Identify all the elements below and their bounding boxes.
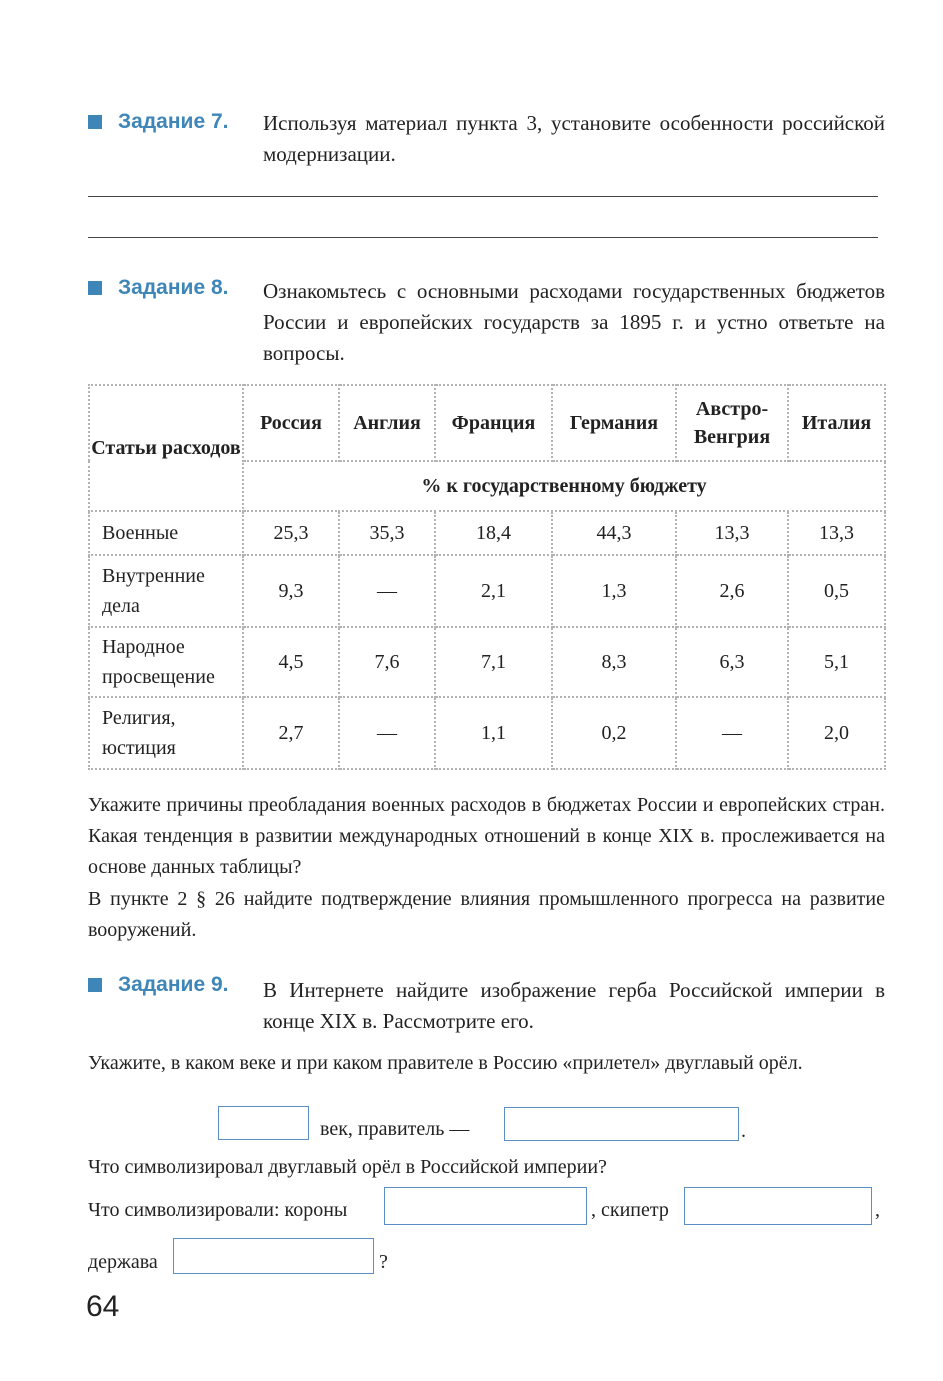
table-cell: 4,5 [243, 627, 339, 697]
answer-line-1[interactable] [88, 196, 878, 197]
task8-text: Ознакомьтесь с основными расходами государственных бюджетов России и европейских государств за 1895 г. и устно ответьте на вопросы. [263, 279, 885, 365]
row-label: Внутренние дела [89, 555, 243, 627]
table-cell: 2,6 [676, 555, 788, 627]
table-cell: — [676, 697, 788, 769]
symbols-prefix-text: Что символизировали: короны [88, 1199, 348, 1221]
table-cell: 18,4 [435, 511, 552, 555]
period-text: . [741, 1120, 746, 1142]
century-input-box[interactable] [218, 1106, 309, 1140]
table-cell: 44,3 [552, 511, 676, 555]
task9-label: Задание 9. [118, 973, 229, 996]
table-cell: 1,1 [435, 697, 552, 769]
column-header: Австро-Венгрия [676, 385, 788, 461]
task7-text: Используя материал пункта 3, установите особенности российской модернизации. [263, 111, 885, 166]
row-label: Народное просвещение [89, 627, 243, 697]
table-row [89, 697, 885, 769]
scepter-input-box[interactable] [684, 1187, 872, 1225]
task9-header [88, 973, 228, 997]
orb-label: держава [88, 1251, 158, 1273]
column-header: Англия [339, 385, 435, 461]
column-header: Франция [435, 385, 552, 461]
table-cell: — [339, 555, 435, 627]
scepter-label: , скипетр [591, 1199, 669, 1221]
ruler-input-box[interactable] [504, 1107, 739, 1141]
table-cell: 35,3 [339, 511, 435, 555]
table-cell: 0,2 [552, 697, 676, 769]
table-cell: 13,3 [788, 511, 885, 555]
table-cell: 9,3 [243, 555, 339, 627]
comma-text: , [875, 1199, 880, 1221]
table-cell: 2,0 [788, 697, 885, 769]
budget-table [88, 384, 886, 770]
task-marker-icon [88, 978, 102, 992]
table-row [89, 627, 885, 697]
table-row [89, 511, 885, 555]
table-cell: 8,3 [552, 627, 676, 697]
table-cell: 2,1 [435, 555, 552, 627]
row-label: Религия, юстиция [89, 697, 243, 769]
table-cell: 25,3 [243, 511, 339, 555]
task9-question-2: Что символизировал двуглавый орёл в Российской империи? [88, 1156, 607, 1178]
row-label: Военные [89, 511, 243, 555]
column-header: Россия [243, 385, 339, 461]
orb-input-box[interactable] [173, 1238, 374, 1274]
task9-text: В Интернете найдите изображение герба Российской империи в конце XIX в. Рассмотрите его. [263, 978, 885, 1033]
table-row [89, 555, 885, 627]
table-cell: 7,1 [435, 627, 552, 697]
table-cell: 13,3 [676, 511, 788, 555]
row-header-cell: Статьи расходов [89, 385, 243, 511]
task7-label: Задание 7. [118, 110, 229, 133]
unit-label: % к государственному бюджету [243, 461, 885, 511]
table-cell: 0,5 [788, 555, 885, 627]
century-suffix-text: век, правитель — [320, 1118, 470, 1140]
page-number: 64 [86, 1290, 120, 1323]
task8-question-2: В пункте 2 § 26 найдите подтверждение влияния промышленного прогресса на развитие вооружений. [88, 888, 885, 941]
question-mark-text: ? [379, 1251, 388, 1273]
task9-question-1: Укажите, в каком веке и при каком правителе в Россию «прилетел» двуглавый орёл. [88, 1052, 803, 1074]
table-cell: 2,7 [243, 697, 339, 769]
crowns-input-box[interactable] [384, 1187, 587, 1225]
table-cell: 5,1 [788, 627, 885, 697]
task8-question-1: Укажите причины преобладания военных расходов в бюджетах России и европейских стран. Какая тенденция в развитии международных отношений в конце XIX в. прослеживается на основе данных таблицы? [88, 794, 885, 878]
table-cell: 1,3 [552, 555, 676, 627]
answer-line-2[interactable] [88, 237, 878, 238]
task8-header [88, 276, 228, 300]
table-cell: 7,6 [339, 627, 435, 697]
column-header: Италия [788, 385, 885, 461]
table-cell: 6,3 [676, 627, 788, 697]
column-header: Германия [552, 385, 676, 461]
task-marker-icon [88, 281, 102, 295]
task7-header [88, 110, 228, 134]
task8-label: Задание 8. [118, 276, 229, 299]
task-marker-icon [88, 115, 102, 129]
table-cell: — [339, 697, 435, 769]
